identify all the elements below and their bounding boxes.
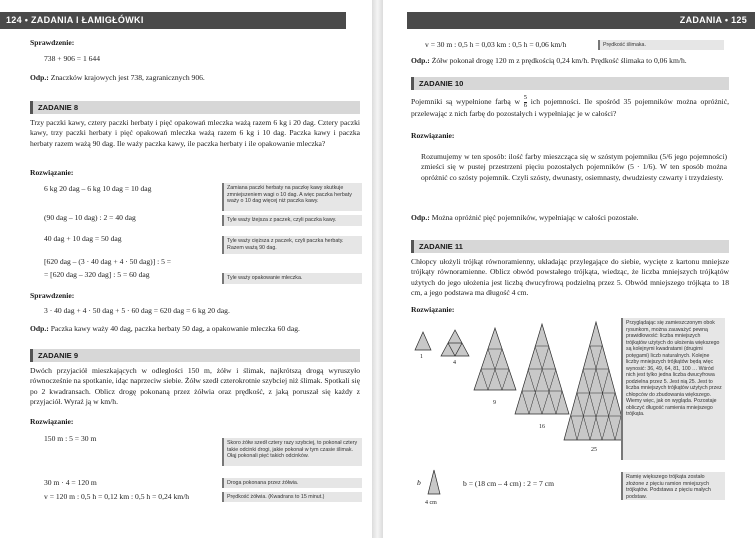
check-label: Sprawdzenie:: [30, 38, 75, 47]
solution-8-line-3: 40 dag + 10 dag = 50 dag: [44, 234, 122, 243]
answer-8-label: Odp.:: [30, 324, 49, 333]
note-9-1: Skoro żółw szedł cztery razy szybciej, to pokonał cztery takie odcinki drogi, jakie pokonał w tym czasie ślimak. Ołąj pokonali pięć takich odcinków.: [222, 438, 362, 466]
answer-9-text: Żółw pokonał drogę 120 m z prędkością 0,24 km/h. Prędkość ślimaka to 0,06 km/h.: [431, 56, 687, 65]
task-10-header: ZADANIE 10: [411, 77, 729, 90]
task-10-text: [411, 95, 729, 119]
solution-9-line-4: v = 30 m : 0,5 h = 0,03 km : 0,5 h = 0,06 km/h: [425, 40, 567, 49]
solution-10-text: Rozumujemy w ten sposób: ilość farby mieszcząca się w szóstym pojemniku (5/6 jego pojemności) zmieści się w pustej przestrzeni pięciu pozostałych pojemników (5 · 1/6). W ten sposób można opróżnić co szósty pojemnik. Czyli szósty, dwunasty, osiemnasty, dwudziesty czwarty i trzydziesty.: [421, 152, 727, 182]
check-equation: 738 + 906 = 1 644: [44, 54, 101, 64]
left-page: [0, 0, 372, 538]
triangle-label-9: 9: [493, 400, 496, 406]
triangle-label-25: 25: [591, 447, 597, 453]
answer-9-label: Odp.:: [411, 56, 430, 65]
solution-11-label: Rozwiązanie:: [411, 305, 455, 314]
answer-10-label: Odp.:: [411, 213, 430, 222]
note-9-4: Prędkość ślimaka.: [598, 40, 724, 50]
solution-8-line-4: [620 dag – (3 · 40 dag + 4 · 50 dag)] : 5 =: [44, 257, 172, 266]
solution-8-line-2: (90 dag – 10 dag) : 2 = 40 dag: [44, 213, 136, 222]
solution-9-line-2: 30 m · 4 = 120 m: [44, 478, 97, 487]
triangle-9: [474, 328, 516, 390]
note-8-3: Tyle waży cięższa z paczek, czyli paczka herbaty. Razem ważą 90 dag.: [222, 236, 362, 254]
task-10-text-a: Pojemniki są wypełnione farbą w: [411, 96, 520, 106]
solution-9-line-1: 150 m : 5 = 30 m: [44, 434, 97, 443]
solution-10-label: Rozwiązanie:: [411, 131, 455, 140]
note-9-2: Droga pokonana przez żółwia.: [222, 478, 362, 488]
triangle-label-1: 1: [420, 354, 423, 360]
note-8-4: Tyle waży opakowanie mleczka.: [222, 273, 362, 284]
solution-11-equation: b = (18 cm – 4 cm) : 2 = 7 cm: [463, 479, 555, 488]
task-11-text: Chłopcy ułożyli trójkąt równoramienny, układając przylegające do siebie, wycięte z kartonu mniejsze trójkąty równoramienne. Oblicz obwód powstałego trójkąta, wiedząc, że liczba mniejszych trójkątów użytych do jego ułożenia jest liczbą dwucyfrową podzielną przez 5. Obwód mniejszego trójkąta to 18 cm, a jego podstawa ma długość 4 cm.: [411, 257, 729, 298]
small-triangle-base-label: 4 cm: [425, 500, 437, 506]
solution-8-line-1: 6 kg 20 dag – 6 kg 10 dag = 10 dag: [44, 184, 152, 193]
task-10-text-b: ich pojemności. Ile spośród 35 pojemników można opróżnić, przelewając z nich farbę do pozostałych i wypełniając je w całości?: [411, 96, 729, 118]
right-running-header: ZADANIA • 125: [407, 12, 755, 29]
note-9-3: Prędkość żółwia. (Kwadrans to 15 minut.): [222, 492, 362, 502]
task-9-text: Dwóch przyjaciół mieszkających w odległości 150 m, żółw i ślimak, najkrótszą drogą wyruszyło równocześnie na spotkanie, idąc naprzeciw siebie. Żółw szedł czterokrotnie szybciej niż ślimak. Spotkali się po 2 kwadransach. Oblicz drogę pokonaną przez żółwia oraz prędkość, z jaką poruszał się każdy z przyjaciół. Wyraź ją w km/h.: [30, 366, 360, 407]
note-8-1: Zamiana paczki herbaty na paczkę kawy skutkuje zmniejszeniem wagi o 10 dag. A więc paczka herbaty waży o 10 dag więcej niż paczka kawy.: [222, 183, 362, 211]
triangle-1: [415, 332, 431, 350]
answer-10-text: Można opróżnić pięć pojemników, wypełniając w całości pozostałe.: [431, 213, 639, 222]
answer-text: Znaczków krajowych jest 738, zagranicznych 906.: [50, 72, 205, 82]
solution-9-label: Rozwiązanie:: [30, 417, 74, 426]
task-9-header: ZADANIE 9: [30, 349, 360, 362]
right-page: [383, 0, 755, 538]
note-8-2: Tyle waży lżejsza z paczek, czyli paczka kawy.: [222, 215, 362, 226]
answer-8-text: Paczka kawy waży 40 dag, paczka herbaty 50 dag, a opakowanie mleczka 60 dag.: [50, 324, 300, 333]
triangle-25: [564, 322, 627, 440]
answer-label: Odp.:: [30, 72, 49, 82]
triangle-label-16: 16: [539, 424, 545, 430]
triangle-figures: [411, 318, 627, 458]
task-8-header: ZADANIE 8: [30, 101, 360, 114]
left-running-header: 124 • ZADANIA I ŁAMIGŁÓWKI: [0, 12, 346, 29]
solution-9-line-3: v = 120 m : 0,5 h = 0,12 km : 0,5 h = 0,24 km/h: [44, 492, 190, 501]
task-11-header: ZADANIE 11: [411, 240, 729, 253]
triangle-label-4: 4: [453, 360, 456, 366]
small-triangle: [419, 468, 449, 498]
solution-8-label: Rozwiązanie:: [30, 168, 74, 177]
small-triangle-side-label: b: [417, 478, 421, 487]
book-gutter: [372, 0, 383, 538]
solution-8-line-5: = [620 dag – 320 dag] : 5 = 60 dag: [44, 270, 150, 279]
note-11-2: Ramię większego trójkąta zostało złożone z pięciu ramion mniejszych trójkątów. Podstawa z pięciu małych podstaw.: [621, 472, 725, 500]
triangle-4: [441, 330, 469, 356]
note-11-1: Przyglądając się zamieszczonym obok rysunkom, można zauważyć pewną prawidłowość: liczba mniejszych trójkątów użytych do ułożenia większego są kolejnymi kwadratami (drugimi potęgami) liczb naturalnych. Kolejne liczby mniejszych trójkątów będą więc wynosić: 36, 49, 64, 81, 100 … Wśród nich jest tylko jedna liczba dwucyfrowa podzielna przez 5. Jest nią 25. Jest to liczba mniejszych trójkątów użytych przez chłopców do zbudowania większego. Wiemy więc, jak on wygląda. Pozostaje obliczyć długość ramienia mniejszego trójkąta.: [621, 318, 725, 460]
check-8-label: Sprawdzenie:: [30, 291, 75, 300]
check-8-equation: 3 · 40 dag + 4 · 50 dag + 5 · 60 dag = 620 dag = 6 kg 20 dag.: [44, 306, 230, 315]
task-8-text: Trzy paczki kawy, cztery paczki herbaty i pięć opakowań mleczka ważą razem 6 kg i 20 dag. Cztery paczki kawy, trzy paczki herbaty i pięć opakowań mleczka ważą razem 6 kg i 10 dag. Paczka kawy i paczka herbaty razem ważą 90 dag. Ile waży paczka kawy, ile paczka herbaty i ile opakowanie mleczka?: [30, 118, 360, 148]
task-10-fraction: $\frac{5}{6}$: [523, 94, 527, 109]
